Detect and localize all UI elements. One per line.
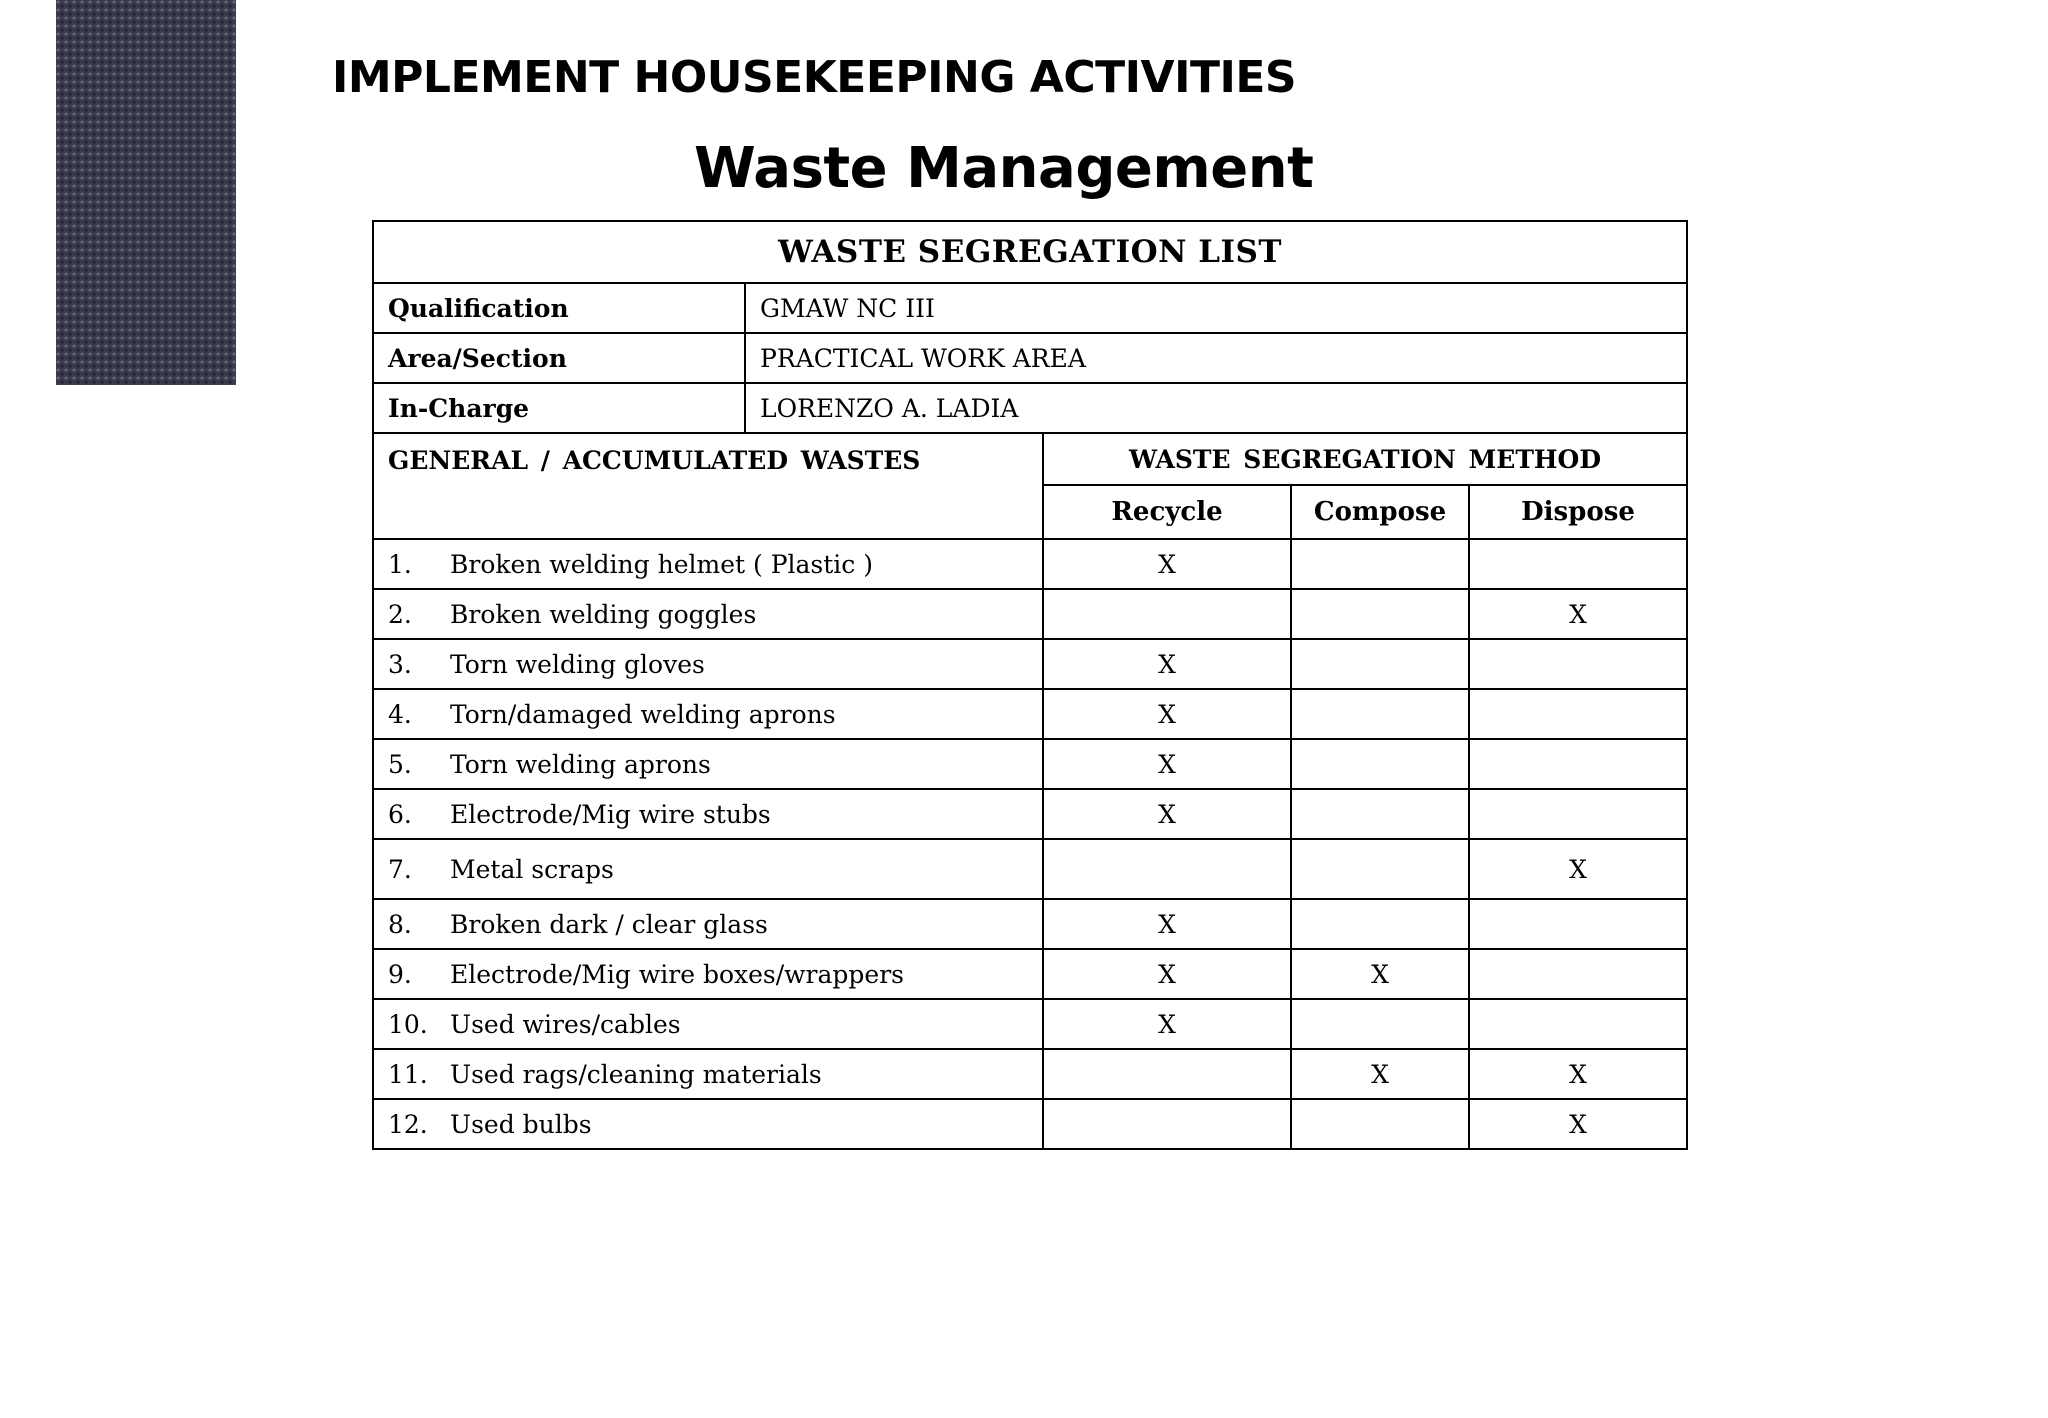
column-header-dispose: Dispose <box>1469 485 1687 539</box>
item-label: Torn/damaged welding aprons <box>450 699 836 729</box>
table-row <box>373 789 1687 839</box>
compose-mark <box>1291 539 1469 589</box>
item-label: Metal scraps <box>450 854 614 884</box>
recycle-mark: X <box>1043 999 1291 1049</box>
info-row-qualification <box>373 283 1687 333</box>
compose-mark <box>1291 839 1469 899</box>
compose-mark <box>1291 589 1469 639</box>
item-cell <box>373 1049 1043 1099</box>
recycle-mark: X <box>1043 689 1291 739</box>
dispose-mark <box>1469 899 1687 949</box>
info-row-area-section <box>373 333 1687 383</box>
recycle-mark: X <box>1043 789 1291 839</box>
compose-mark: X <box>1291 1049 1469 1099</box>
method-header-row <box>373 433 1687 485</box>
recycle-mark: X <box>1043 639 1291 689</box>
item-cell <box>373 899 1043 949</box>
waste-segregation-table <box>372 220 1688 1150</box>
table-title: WASTE SEGREGATION LIST <box>373 221 1687 283</box>
compose-mark <box>1291 899 1469 949</box>
dispose-mark <box>1469 949 1687 999</box>
item-number: 4. <box>388 699 412 729</box>
dispose-mark: X <box>1469 1099 1687 1149</box>
dispose-mark <box>1469 539 1687 589</box>
item-number: 5. <box>388 749 412 779</box>
compose-mark <box>1291 639 1469 689</box>
compose-mark <box>1291 999 1469 1049</box>
dispose-mark <box>1469 789 1687 839</box>
item-number: 12. <box>388 1109 428 1139</box>
item-label: Electrode/Mig wire stubs <box>450 799 771 829</box>
table-row <box>373 899 1687 949</box>
item-cell <box>373 789 1043 839</box>
info-value: LORENZO A. LADIA <box>745 383 1687 433</box>
table-row <box>373 999 1687 1049</box>
item-number: 10. <box>388 1009 428 1039</box>
item-number: 8. <box>388 909 412 939</box>
item-label: Used wires/cables <box>450 1009 681 1039</box>
info-label: Qualification <box>373 283 745 333</box>
item-number: 2. <box>388 599 412 629</box>
item-number: 7. <box>388 854 412 884</box>
item-cell <box>373 839 1043 899</box>
decorative-side-band <box>56 0 236 385</box>
item-cell <box>373 539 1043 589</box>
compose-mark <box>1291 789 1469 839</box>
table-row <box>373 689 1687 739</box>
item-number: 1. <box>388 549 412 579</box>
deck-title: IMPLEMENT HOUSEKEEPING ACTIVITIES <box>332 52 1297 103</box>
info-row-in-charge <box>373 383 1687 433</box>
table-row <box>373 739 1687 789</box>
item-cell <box>373 999 1043 1049</box>
recycle-mark <box>1043 589 1291 639</box>
item-label: Broken welding helmet ( Plastic ) <box>450 549 873 579</box>
item-cell <box>373 739 1043 789</box>
item-label: Electrode/Mig wire boxes/wrappers <box>450 959 904 989</box>
recycle-mark <box>1043 1049 1291 1099</box>
item-label: Torn welding gloves <box>450 649 705 679</box>
item-label: Broken dark / clear glass <box>450 909 768 939</box>
item-cell <box>373 589 1043 639</box>
info-label: Area/Section <box>373 333 745 383</box>
recycle-mark: X <box>1043 539 1291 589</box>
dispose-mark <box>1469 739 1687 789</box>
table-row <box>373 949 1687 999</box>
item-number: 11. <box>388 1059 428 1089</box>
compose-mark <box>1291 689 1469 739</box>
info-label: In-Charge <box>373 383 745 433</box>
dispose-mark <box>1469 689 1687 739</box>
dispose-mark: X <box>1469 839 1687 899</box>
item-cell <box>373 639 1043 689</box>
compose-mark <box>1291 739 1469 789</box>
item-cell <box>373 949 1043 999</box>
item-cell <box>373 1099 1043 1149</box>
column-header-recycle: Recycle <box>1043 485 1291 539</box>
item-cell <box>373 689 1043 739</box>
table-row <box>373 1099 1687 1149</box>
table-title-row <box>373 221 1687 283</box>
item-label: Broken welding goggles <box>450 599 757 629</box>
compose-mark <box>1291 1099 1469 1149</box>
dispose-mark <box>1469 999 1687 1049</box>
recycle-mark: X <box>1043 949 1291 999</box>
item-number: 9. <box>388 959 412 989</box>
item-number: 6. <box>388 799 412 829</box>
slide-title: Waste Management <box>694 136 1314 201</box>
info-value: GMAW NC III <box>745 283 1687 333</box>
general-wastes-header: GENERAL / ACCUMULATED WASTES <box>373 433 1043 539</box>
recycle-mark <box>1043 1099 1291 1149</box>
item-label: Torn welding aprons <box>450 749 711 779</box>
dispose-mark: X <box>1469 1049 1687 1099</box>
recycle-mark: X <box>1043 739 1291 789</box>
table-row <box>373 589 1687 639</box>
item-number: 3. <box>388 649 412 679</box>
item-label: Used bulbs <box>450 1109 592 1139</box>
table-row <box>373 839 1687 899</box>
dispose-mark <box>1469 639 1687 689</box>
recycle-mark <box>1043 839 1291 899</box>
info-value: PRACTICAL WORK AREA <box>745 333 1687 383</box>
table-row <box>373 639 1687 689</box>
table-row <box>373 539 1687 589</box>
column-header-compose: Compose <box>1291 485 1469 539</box>
compose-mark: X <box>1291 949 1469 999</box>
table-row <box>373 1049 1687 1099</box>
recycle-mark: X <box>1043 899 1291 949</box>
dispose-mark: X <box>1469 589 1687 639</box>
segregation-method-header: WASTE SEGREGATION METHOD <box>1043 433 1687 485</box>
item-label: Used rags/cleaning materials <box>450 1059 822 1089</box>
